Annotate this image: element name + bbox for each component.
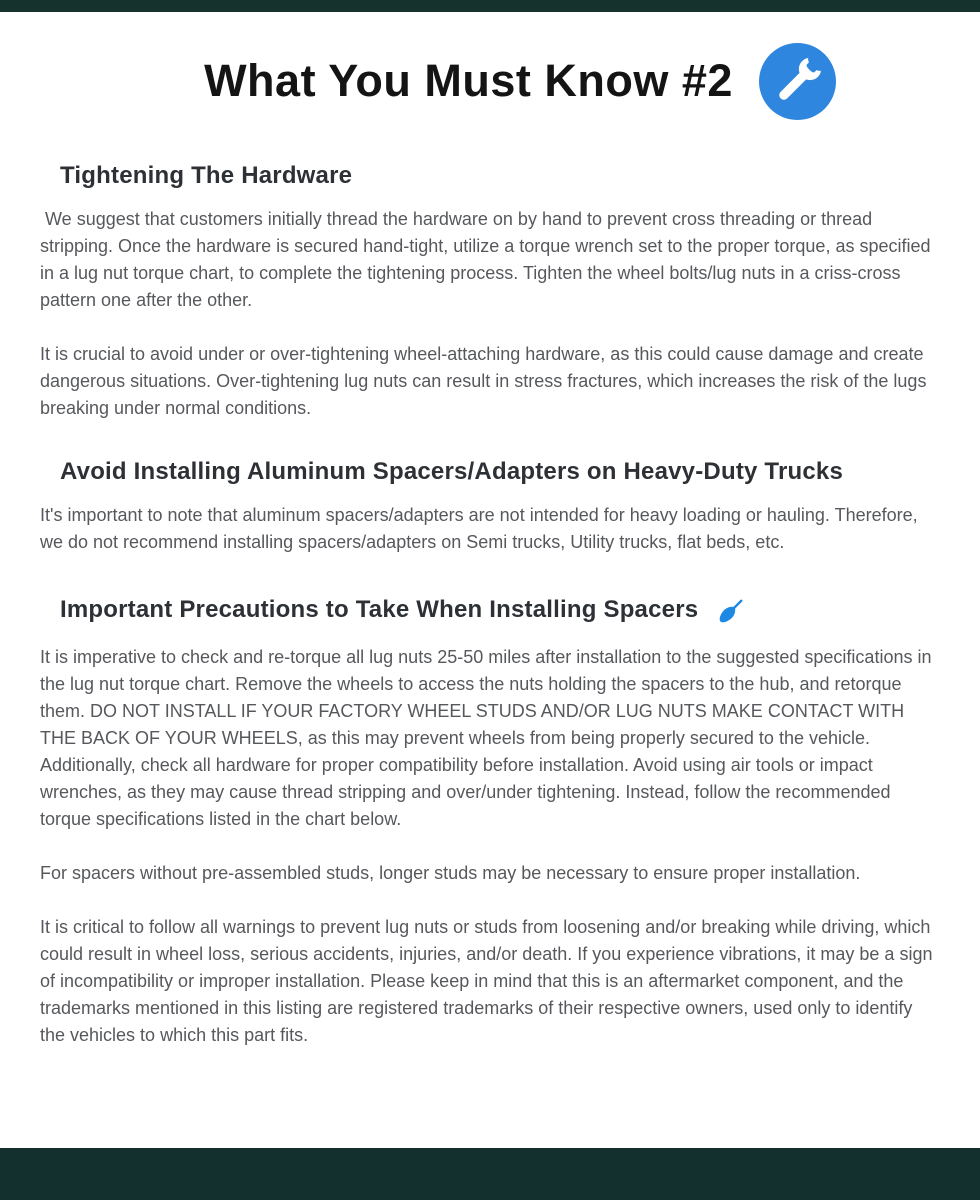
- screwdriver-icon: [714, 594, 748, 628]
- section-heading-aluminum-warning: Avoid Installing Aluminum Spacers/Adapters on Heavy-Duty Trucks: [60, 458, 844, 485]
- top-border-bar: [0, 0, 980, 12]
- title-row: [0, 36, 980, 126]
- bottom-border-bar: [0, 1148, 980, 1200]
- paragraph: For spacers without pre-assembled studs, longer studs may be necessary to ensure proper installation.: [40, 863, 861, 883]
- section-heading-precautions-row: [60, 592, 940, 628]
- content-area: [0, 126, 980, 1049]
- paragraph: We suggest that customers initially thread the hardware on by hand to prevent cross threading or thread stripping. Once the hardware is secured hand-tight, utilize a torque wrench set to the proper torque, as specified in a lug nut torque chart, to complete the tightening process. Tighten the wheel bolts/lug nuts in a criss-cross pattern one after the other.: [40, 209, 936, 310]
- paragraph: It is critical to follow all warnings to prevent lug nuts or studs from loosening and/or breaking while driving, which could result in wheel loss, serious accidents, injuries, and/or death. If you experience vibrations, it may be a sign of incompatibility or improper installation. Please keep in mind that this is an aftermarket component, and the trademarks mentioned in this listing are registered trademarks of their respective owners, used only to identify the vehicles to which this part fits.: [40, 917, 938, 1045]
- section-heading-tightening: Tightening The Hardware: [60, 162, 353, 189]
- paragraph: It is crucial to avoid under or over-tightening wheel-attaching hardware, as this could cause damage and create dangerous situations. Over-tightening lug nuts can result in stress fractures, which increases the risk of the lugs breaking under normal conditions.: [40, 344, 932, 418]
- page-title: What You Must Know #2: [204, 55, 733, 106]
- wrench-icon: [759, 43, 836, 120]
- paragraph: It's important to note that aluminum spacers/adapters are not intended for heavy loading or hauling. Therefore, we do not recommend installing spacers/adapters on Semi trucks, Utility trucks, flat beds, etc.: [40, 505, 923, 552]
- paragraph: It is imperative to check and re-torque all lug nuts 25-50 miles after installation to the suggested specifications in the lug nut torque chart. Remove the wheels to access the nuts holding the spacers to the hub, and retorque them. DO NOT INSTALL IF YOUR FACTORY WHEEL STUDS AND/OR LUG NUTS MAKE CONTACT WITH THE BACK OF YOUR WHEELS, as this may prevent wheels from being properly secured to the vehicle. Additionally, check all hardware for proper compatibility before installation. Avoid using air tools or impact wrenches, as they may cause thread stripping and over/under tightening. Instead, follow the recommended torque specifications listed in the chart below.: [40, 647, 937, 829]
- section-heading-precautions: Important Precautions to Take When Installing Spacers: [60, 596, 699, 623]
